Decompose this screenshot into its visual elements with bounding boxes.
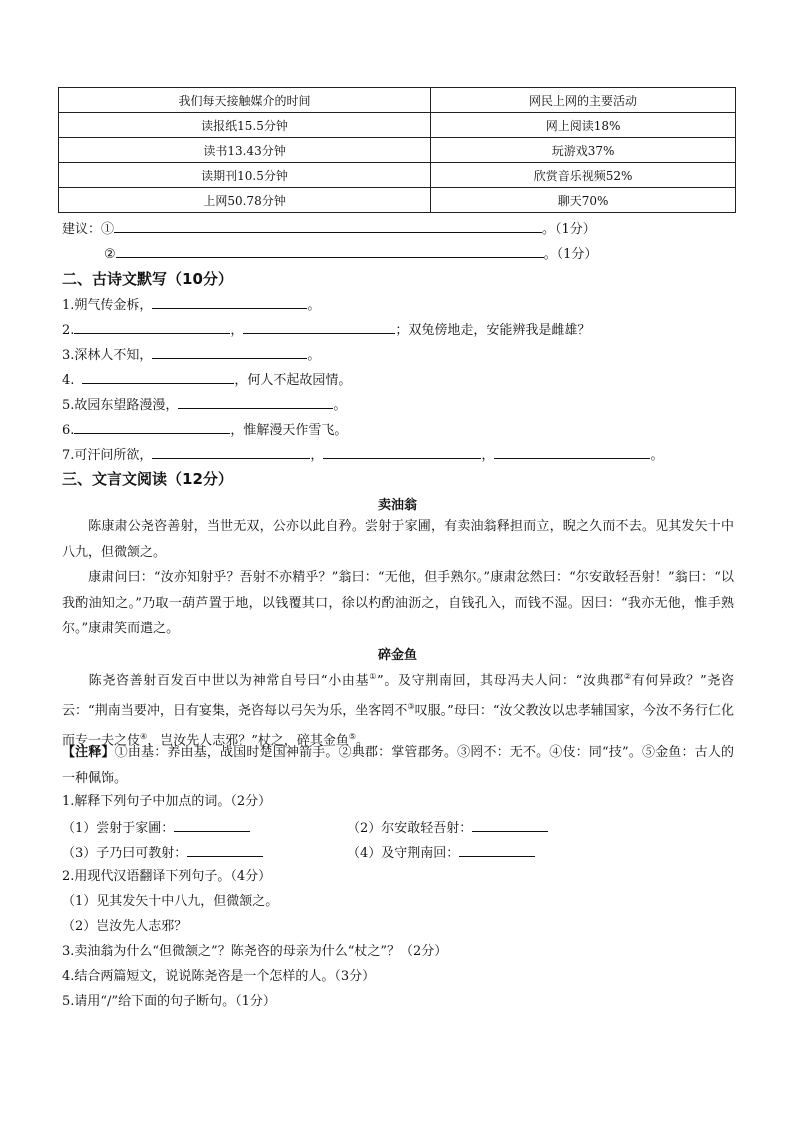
paragraph-text: ，岂汝先人志邪？”杖之，碎其金鱼 xyxy=(147,732,349,748)
answer-blank[interactable] xyxy=(152,294,307,309)
sub-question xyxy=(62,842,263,864)
paragraph-text: 有何异政？”尧咨云：“荆南当要冲，日有宴集，尧咨每以弓矢为乐，坐客罔不 xyxy=(62,673,735,719)
answer-blank[interactable] xyxy=(74,319,230,334)
sub-question-text: （1）尝射于家圃： xyxy=(62,821,175,836)
sub-question: （2）岂汝先人志邪？ xyxy=(62,919,188,934)
media-table xyxy=(58,87,736,213)
suggestion-line-1 xyxy=(62,218,596,240)
answer-blank[interactable] xyxy=(472,817,548,832)
answer-blank[interactable] xyxy=(178,394,333,409)
question-line xyxy=(62,319,590,341)
table-cell: 上网50.78分钟 xyxy=(59,188,431,213)
question-text: ， xyxy=(310,448,324,463)
question: 2.用现代汉语翻译下列句子。（4分） xyxy=(62,869,272,884)
paragraph-text: 叹服。”母曰：“汝父教汝以忠孝辅国家，今汝不务行仁化而专一夫之伎 xyxy=(62,703,735,748)
table-cell: 玩游戏37% xyxy=(431,138,736,163)
question: 1.解释下列句子中加点的词。（2分） xyxy=(62,794,272,809)
answer-blank[interactable] xyxy=(174,817,250,832)
question-line xyxy=(62,294,320,316)
sub-question-text: （4）及守荆南回： xyxy=(347,846,460,861)
suggestion-line-2 xyxy=(104,243,597,265)
question-text: 。 xyxy=(307,298,321,313)
passage-paragraph xyxy=(62,514,734,565)
question-text: 6. xyxy=(62,423,75,438)
answer-blank[interactable] xyxy=(152,444,310,459)
sub-question: （1）见其发矢十中八九，但微颔之。 xyxy=(62,894,279,909)
answer-blank[interactable] xyxy=(187,842,263,857)
footnote-mark: ④ xyxy=(140,731,148,741)
suggestion-label: 建议： xyxy=(62,222,102,237)
footnote-mark: ② xyxy=(623,672,632,681)
answer-blank[interactable] xyxy=(243,319,395,334)
answer-blank[interactable] xyxy=(82,369,234,384)
question-line xyxy=(62,444,663,466)
passage-title: 卖油翁 xyxy=(378,498,418,513)
answer-blank[interactable] xyxy=(74,419,230,434)
question: 3.卖油翁为什么“但微颔之”？陈尧咨的母亲为什么“杖之”？（2分） xyxy=(62,944,448,959)
question-text: 7.可汗问所欲， xyxy=(62,448,153,463)
sub-question xyxy=(62,817,250,839)
notes xyxy=(62,740,734,791)
table-row xyxy=(59,188,736,213)
answer-blank[interactable] xyxy=(494,444,650,459)
question-text: ， xyxy=(230,323,244,338)
table-row xyxy=(59,138,736,163)
paragraph-text: ”。及守荆南回，其母冯夫人问：“汝典郡 xyxy=(377,673,624,689)
question-text: 。 xyxy=(650,448,664,463)
table-row xyxy=(59,163,736,188)
question-line xyxy=(62,344,320,366)
question-text: 4. xyxy=(62,373,75,388)
answer-blank[interactable] xyxy=(459,842,535,857)
suggestion-score: 。（1分） xyxy=(542,222,596,237)
paragraph-text: 陈康肃公尧咨善射，当世无双，公亦以此自矜。尝射于家圃，有卖油翁释担而立，睨之久而不去。见其发矢十中八九，但微颔之。 xyxy=(62,519,734,560)
table-cell: 读书13.43分钟 xyxy=(59,138,431,163)
footnote-mark: ③ xyxy=(407,701,415,711)
sub-question xyxy=(347,817,548,839)
question-text: ，何人不起故园情。 xyxy=(234,373,352,388)
answer-blank[interactable] xyxy=(116,243,544,258)
answer-blank[interactable] xyxy=(114,218,542,233)
table-header-row xyxy=(59,88,736,113)
paragraph-text: 。 xyxy=(356,732,370,748)
table-header-cell: 我们每天接触媒介的时间 xyxy=(59,88,431,113)
question-line xyxy=(62,419,347,441)
question-text: 2. xyxy=(62,323,75,338)
table-cell: 读期刊10.5分钟 xyxy=(59,163,431,188)
table-cell: 欣赏音乐视频52% xyxy=(431,163,736,188)
table-header-cell: 网民上网的主要活动 xyxy=(431,88,736,113)
question-line xyxy=(62,369,351,391)
sub-question xyxy=(347,842,535,864)
sub-question-text: （3）子乃曰可教射： xyxy=(62,846,188,861)
question-text: 。 xyxy=(307,348,321,363)
table-cell: 聊天70% xyxy=(431,188,736,213)
question-text: ， xyxy=(481,448,495,463)
section-heading: 三、文言文阅读（12分） xyxy=(62,470,233,488)
table-cell: 读报纸15.5分钟 xyxy=(59,113,431,138)
suggestion-mark-1: ① xyxy=(101,222,115,237)
answer-blank[interactable] xyxy=(323,444,481,459)
footnote-mark: ⑤ xyxy=(348,731,357,741)
sub-question-text: （2）尔安敢轻吾射： xyxy=(347,821,473,836)
suggestion-mark-2: ② xyxy=(104,247,116,262)
question-text: ；双兔傍地走，安能辨我是雌雄？ xyxy=(395,323,591,338)
notes-text: ①由基：养由基，战国时楚国神箭手。②典郡：掌管郡务。③罔不：无不。④伎：同“技”。⑤金鱼：古人的一种佩饰。 xyxy=(62,745,734,786)
question-text: 。 xyxy=(333,398,347,413)
notes-label: 【注释】 xyxy=(62,745,115,760)
footnote-mark: ① xyxy=(369,672,378,681)
question-text: 3.深林人不知， xyxy=(62,348,153,363)
question-text: 1.朔气传金柝， xyxy=(62,298,153,313)
suggestion-score: 。（1分） xyxy=(543,247,598,262)
question: 4.结合两篇短文，说说陈尧咨是一个怎样的人。（3分） xyxy=(62,969,376,984)
table-row xyxy=(59,113,736,138)
question-line xyxy=(62,394,346,416)
question-text: ，惟解漫天作雪飞。 xyxy=(230,423,348,438)
passage-paragraph xyxy=(62,565,734,642)
passage-title: 碎金鱼 xyxy=(378,648,418,663)
question-text: 5.故园东望路漫漫， xyxy=(62,398,179,413)
table-cell: 网上阅读18% xyxy=(431,113,736,138)
paragraph-text: 陈尧咨善射百发百中世以为神常自号曰“小由基 xyxy=(88,673,370,689)
question: 5.请用“/”给下面的句子断句。（1分） xyxy=(62,994,276,1009)
section-heading: 二、古诗文默写（10分） xyxy=(62,270,233,288)
answer-blank[interactable] xyxy=(152,344,307,359)
paragraph-text: 康肃问曰：“汝亦知射乎？吾射不亦精乎？”翁曰：“无他，但手熟尔。”康肃忿然曰：“尔安敢轻吾射！”翁曰：“以我酌油知之。”乃取一葫芦置于地，以钱覆其口，徐以杓酌油沥之，自钱孔入，而钱不湿。因曰：“我亦无他，惟手熟尔。”康肃笑而遣之。 xyxy=(62,570,734,636)
